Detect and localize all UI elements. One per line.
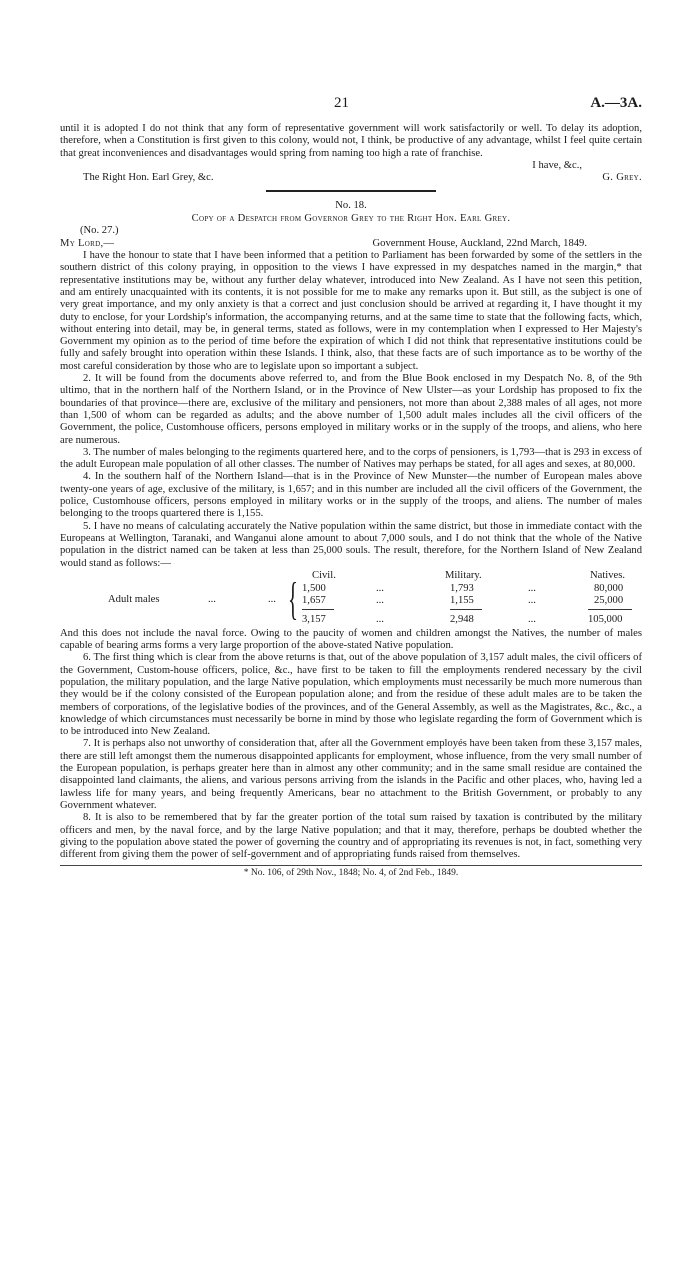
cell-military-2: 1,155 [450, 594, 474, 606]
cell-natives-1: 80,000 [594, 582, 624, 594]
cell-leader-2b: ... [528, 594, 536, 606]
sum-rule-civil [302, 609, 334, 610]
row-label: Adult males [108, 593, 160, 605]
total-leader-a: ... [376, 613, 384, 625]
closing-phrase: I have, &c., [532, 159, 582, 171]
cell-leader-2a: ... [376, 594, 384, 606]
total-leader-b: ... [528, 613, 536, 625]
paragraph-2: 2. It will be found from the documents above referred to, and from the Blue Book enclosed in my Despatch No. 8, of the 9th ultimo, that in the northern half of the Northern Island, or in the Province of New Ulster—as your Lordship has proposed to fix the boundaries of that province—there are, exclusive of the military and pensioners, not more than about 2,388 males of all ages, not more than 1,500 of whom can be regarded as adults; and the above number of 1,500 adult males includes all the civil officers of the Government, the police, Customhouse officers, persons employed in military works or in the supply of the troops, and aliens, who here are numerous. [60, 373, 642, 446]
closing-line [60, 160, 642, 172]
label-leader-2: ... [268, 593, 276, 605]
page-number: 21 [334, 95, 349, 111]
paragraph-6: 6. The first thing which is clear from the above returns is that, out of the above population of 3,157 adult males, the civil officers of the Government, Custom-house officers, police, &c., have first to be taken to fill the employments rendered necessary by the civil population, the military population, and the large Native population, which employments must necessarily be much more numerous than they would be if the colony consisted of the European population alone; and from the residue of these adult males are to be taken the members of corporations, of the legislative bodies of the provinces, and of the General Assembly, as well as the Magistrates, &c., &c., a knowledge of which circumstances must necessarily be borne in mind by those who legislate regarding the form of Government which is to be introduced into New Zealand. [60, 652, 642, 738]
paragraph-4: 4. In the southern half of the Northern Island—that is in the Province of New Munster—the number of European males above twenty-one years of age, exclusive of the military, is 1,657; and in this number are included all the civil officers of the Government, the police, Customhouse officers, persons employed in military works or in the supply of the troops, and aliens. The number of males belonging to the troops quartered there is 1,155. [60, 471, 642, 520]
header-civil: Civil. [312, 569, 336, 581]
label-leader: ... [208, 593, 216, 605]
place-date: Government House, Auckland, 22nd March, 1849. [372, 237, 587, 249]
sum-rule-natives [588, 609, 632, 610]
total-natives: 105,000 [588, 613, 623, 625]
header-natives: Natives. [590, 569, 626, 581]
header-military: Military. [445, 569, 482, 581]
paragraph-5: 5. I have no means of calculating accurately the Native population within the same district, but those in immediate contact with the Europeans at Wellington, Taranaki, and Wanganui alone amount to about 7,000 souls, and I do not think that the whole of the Native population in the district named can be taken at less than 25,000 souls. The result, therefore, for the Northern Island of New Zealand would stand as follows:— [60, 520, 642, 569]
brace: { [288, 572, 298, 624]
paragraph-3: 3. The number of males belonging to the regiments quartered here, and to the corps of pensioners, is 1,793—that is 293 in excess of the adult European male population of all other classes. The number of Natives may perhaps be stated, for all ages and sexes, at 80,000. [60, 446, 642, 471]
page-body [60, 123, 642, 878]
cell-military-1: 1,793 [450, 582, 474, 594]
cell-leader-1b: ... [528, 582, 536, 594]
paragraph-8: 8. It is also to be remembered that by far the greater portion of the total sum raised by taxation is contributed by the military officers and men, by the naval force, and by the large Native population; and that it may, therefore, perhaps be doubted whether the giving to the population above stated the power of governing the country and of appropriating its revenues is not, in fact, something very different from giving them the power of self-government and of appropriating funds raised from themselves. [60, 812, 642, 861]
footnote: * No. 106, of 29th Nov., 1848; No. 4, of 2nd Feb., 1849. [243, 868, 459, 879]
footnote-rule [60, 865, 642, 866]
salutation-line [60, 238, 642, 250]
section-divider [266, 190, 436, 192]
paragraph-1: I have the honour to state that I have been informed that a petition to Parliament has been forwarded by some of the settlers in the southern district of this colony praying, in opposition to the views I have expressed in my despatches named in the margin,* that representative institutions may be, without any further delay whatever, introduced into New Zealand. As I have not seen this petition, and am entirely unacquainted with its contents, it is not possible for me to make any remarks upon it. But still, as the subject is one of very great importance, and my only anxiety is that a correct and just conclusion should be arrived at regarding it, I have thought it my duty to enclose, for your Lordship's information, the accompanying returns, and at the same time to state that the following facts, which, without entering into detail, may be, in general terms, stated as follows, were in my contemplation when I expressed to Her Majesty's Government my opinion as to the period of time before the expiration of which I did not think that representative institutions could be fully and safely brought into operation within these Islands. I think, also, that these facts are of such importance as to be worthy of the most careful consideration by those who are to legislate upon so important a subject. [60, 250, 642, 372]
cell-civil-2: 1,657 [302, 594, 326, 606]
paragraph-5b: And this does not include the naval force. Owing to the paucity of women and children amongst the Natives, the number of males capable of bearing arms forms a very large proportion of the above-stated Native population. [60, 627, 642, 652]
signature: G. Grey. [602, 172, 642, 184]
cell-natives-2: 25,000 [594, 594, 624, 606]
population-table [60, 570, 642, 628]
cell-civil-1: 1,500 [302, 582, 326, 594]
paragraph-7: 7. It is perhaps also not unworthy of consideration that, after all the Government employés have been taken from these 3,157 males, there are still left amongst them the numerous disappointed applicants for employment, whose influence, from the very small number of the European population, is perhaps greater here than in almost any other community; and in the same small residue are contained the disappointed land claimants, the aliens, and various persons arriving from the islands in the Pacific and other places, who, having led a lawless life for many years, and being frequently Americans, bear no attachment to the British Government, or probably to any Government whatever. [60, 738, 642, 811]
total-military: 2,948 [450, 613, 474, 625]
total-civil: 3,157 [302, 613, 326, 625]
salutation: My Lord,— [60, 237, 115, 249]
signature-line [60, 172, 642, 184]
opening-paragraph: until it is adopted I do not think that any form of representative government will work satisfactorily or well. To delay its adoption, therefore, when a Constitution is first given to this colony, would not, I think, be productive of any advantage, whilst I feel quite certain that great inconveniences and disadvantages would spring from naming too high a rate of franchise. [60, 123, 642, 159]
despatch-title: Copy of a Despatch from Governor Grey to the Right Hon. Earl Grey. [191, 213, 511, 225]
sum-rule-military [450, 609, 482, 610]
despatch-ref: (No. 27.) [80, 225, 119, 237]
document-reference: A.—3A. [590, 95, 642, 111]
addressee: The Right Hon. Earl Grey, &c. [83, 172, 214, 184]
cell-leader-1a: ... [376, 582, 384, 594]
despatch-number: No. 18. [335, 200, 367, 212]
